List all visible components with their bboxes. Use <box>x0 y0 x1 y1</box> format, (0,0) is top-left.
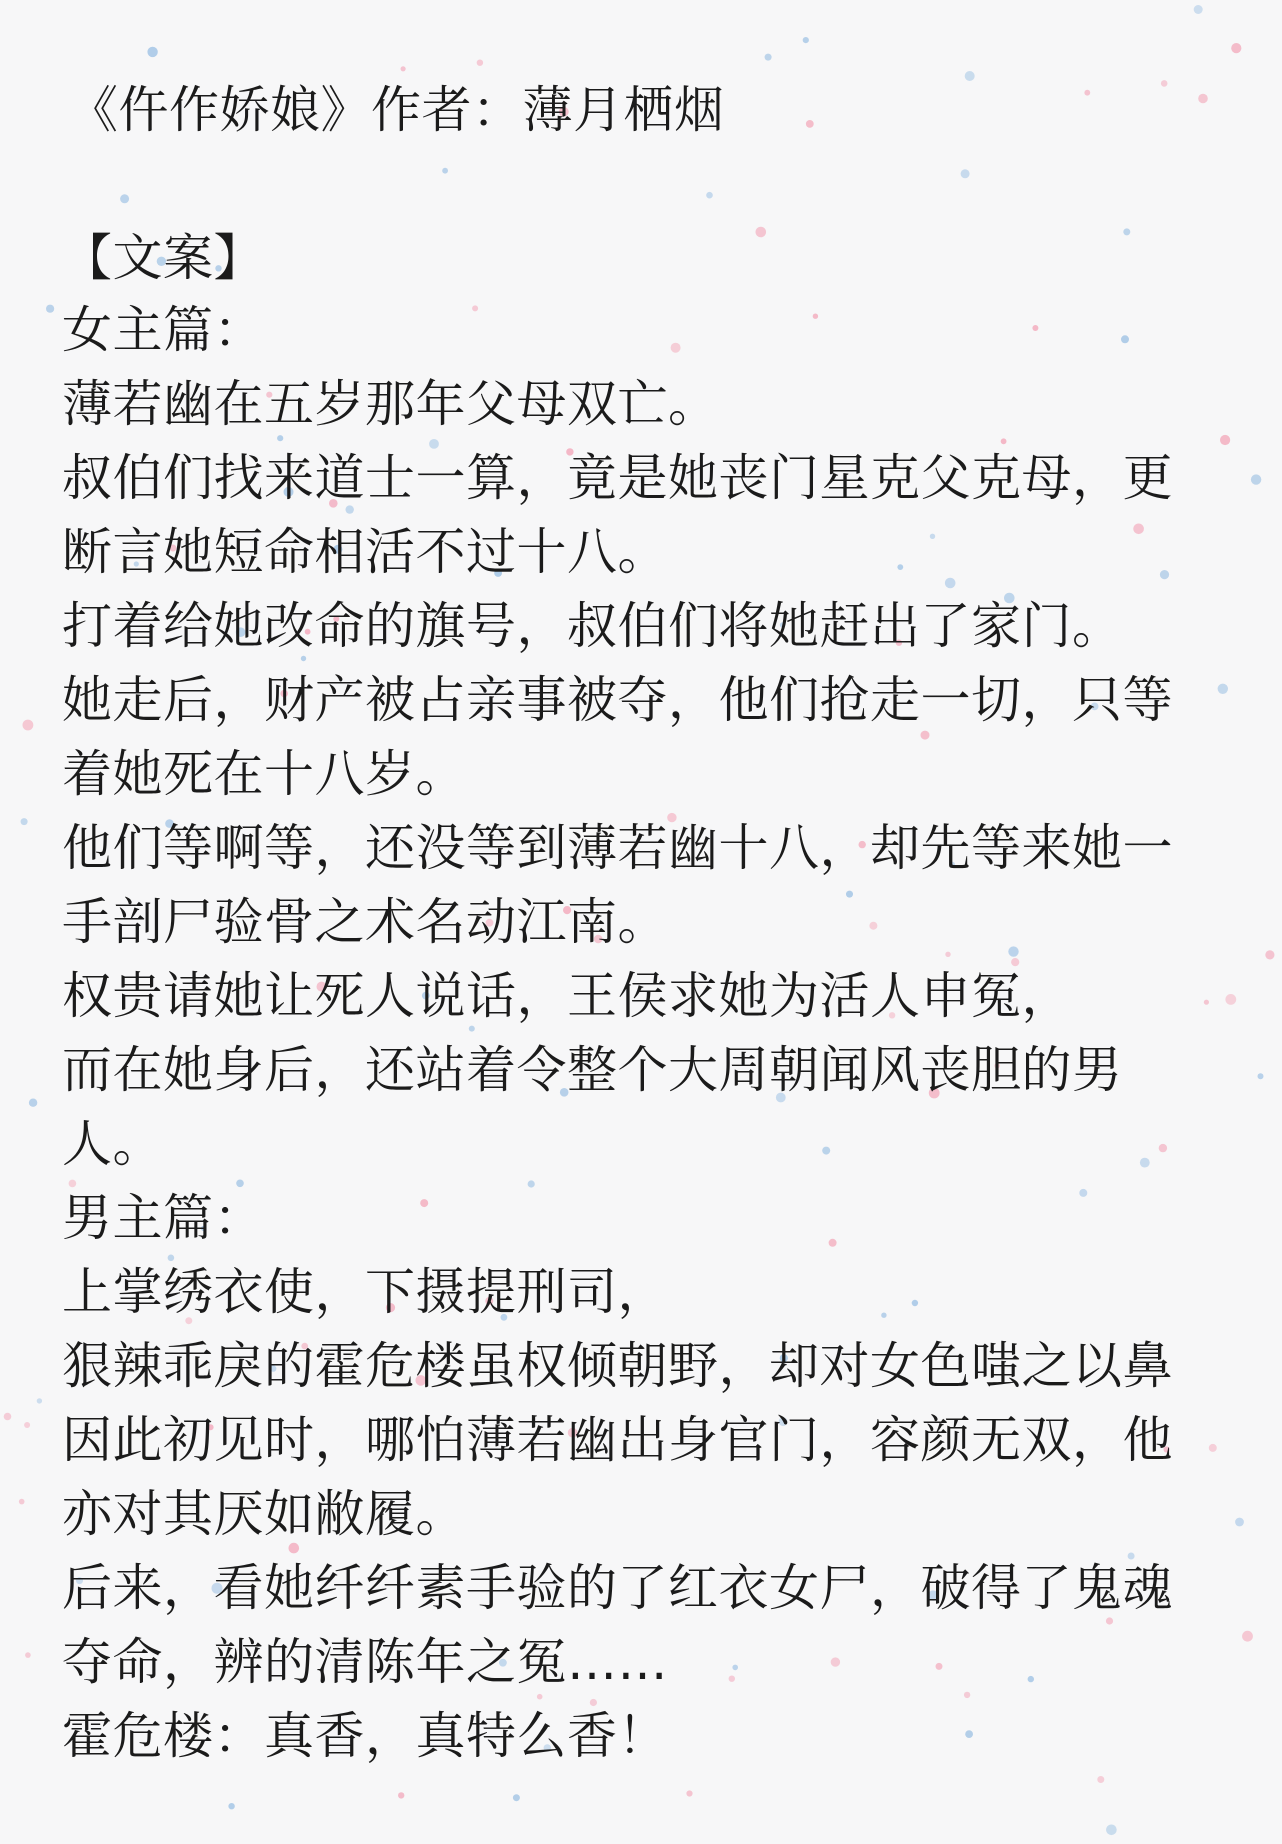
subheading-hero: 男主篇： <box>62 1189 264 1247</box>
subheading-heroine: 女主篇： <box>62 301 264 359</box>
text-line: 断言她短命相活不过十八。 <box>62 523 668 581</box>
text-line: 狠辣乖戾的霍危楼虽权倾朝野，却对女色嗤之以鼻 <box>62 1337 1173 1395</box>
text-line: 手剖尸验骨之术名动江南。 <box>62 893 668 951</box>
text-line: 霍危楼：真香，真特么香！ <box>62 1707 668 1765</box>
text-line: 因此初见时，哪怕薄若幽出身官门，容颜无双，他 <box>62 1411 1173 1469</box>
text-line: 亦对其厌如敝履。 <box>62 1485 466 1543</box>
text-line: 薄若幽在五岁那年父母双亡。 <box>62 375 719 433</box>
text-line: 上掌绣衣使，下摄提刑司， <box>62 1263 668 1321</box>
text-line: 她走后，财产被占亲事被夺，他们抢走一切，只等 <box>62 671 1173 729</box>
text-line: 后来，看她纤纤素手验的了红衣女尸，破得了鬼魂 <box>62 1559 1173 1617</box>
book-title: 《仵作娇娘》作者：薄月栖烟 <box>68 81 725 139</box>
text-line: 权贵请她让死人说话，王侯求她为活人申冤， <box>62 967 1072 1025</box>
text-line: 打着给她改命的旗号，叔伯们将她赶出了家门。 <box>62 597 1123 655</box>
text-line: 他们等啊等，还没等到薄若幽十八，却先等来她一 <box>62 819 1173 877</box>
text-line: 夺命，辨的清陈年之冤…… <box>62 1633 668 1691</box>
text-line: 人。 <box>62 1115 163 1173</box>
text-line: 着她死在十八岁。 <box>62 745 466 803</box>
text-line: 而在她身后，还站着令整个大周朝闻风丧胆的男 <box>62 1041 1123 1099</box>
text-line: 叔伯们找来道士一算，竟是她丧门星克父克母，更 <box>62 449 1173 507</box>
section-heading-synopsis: 【文案】 <box>62 229 264 287</box>
